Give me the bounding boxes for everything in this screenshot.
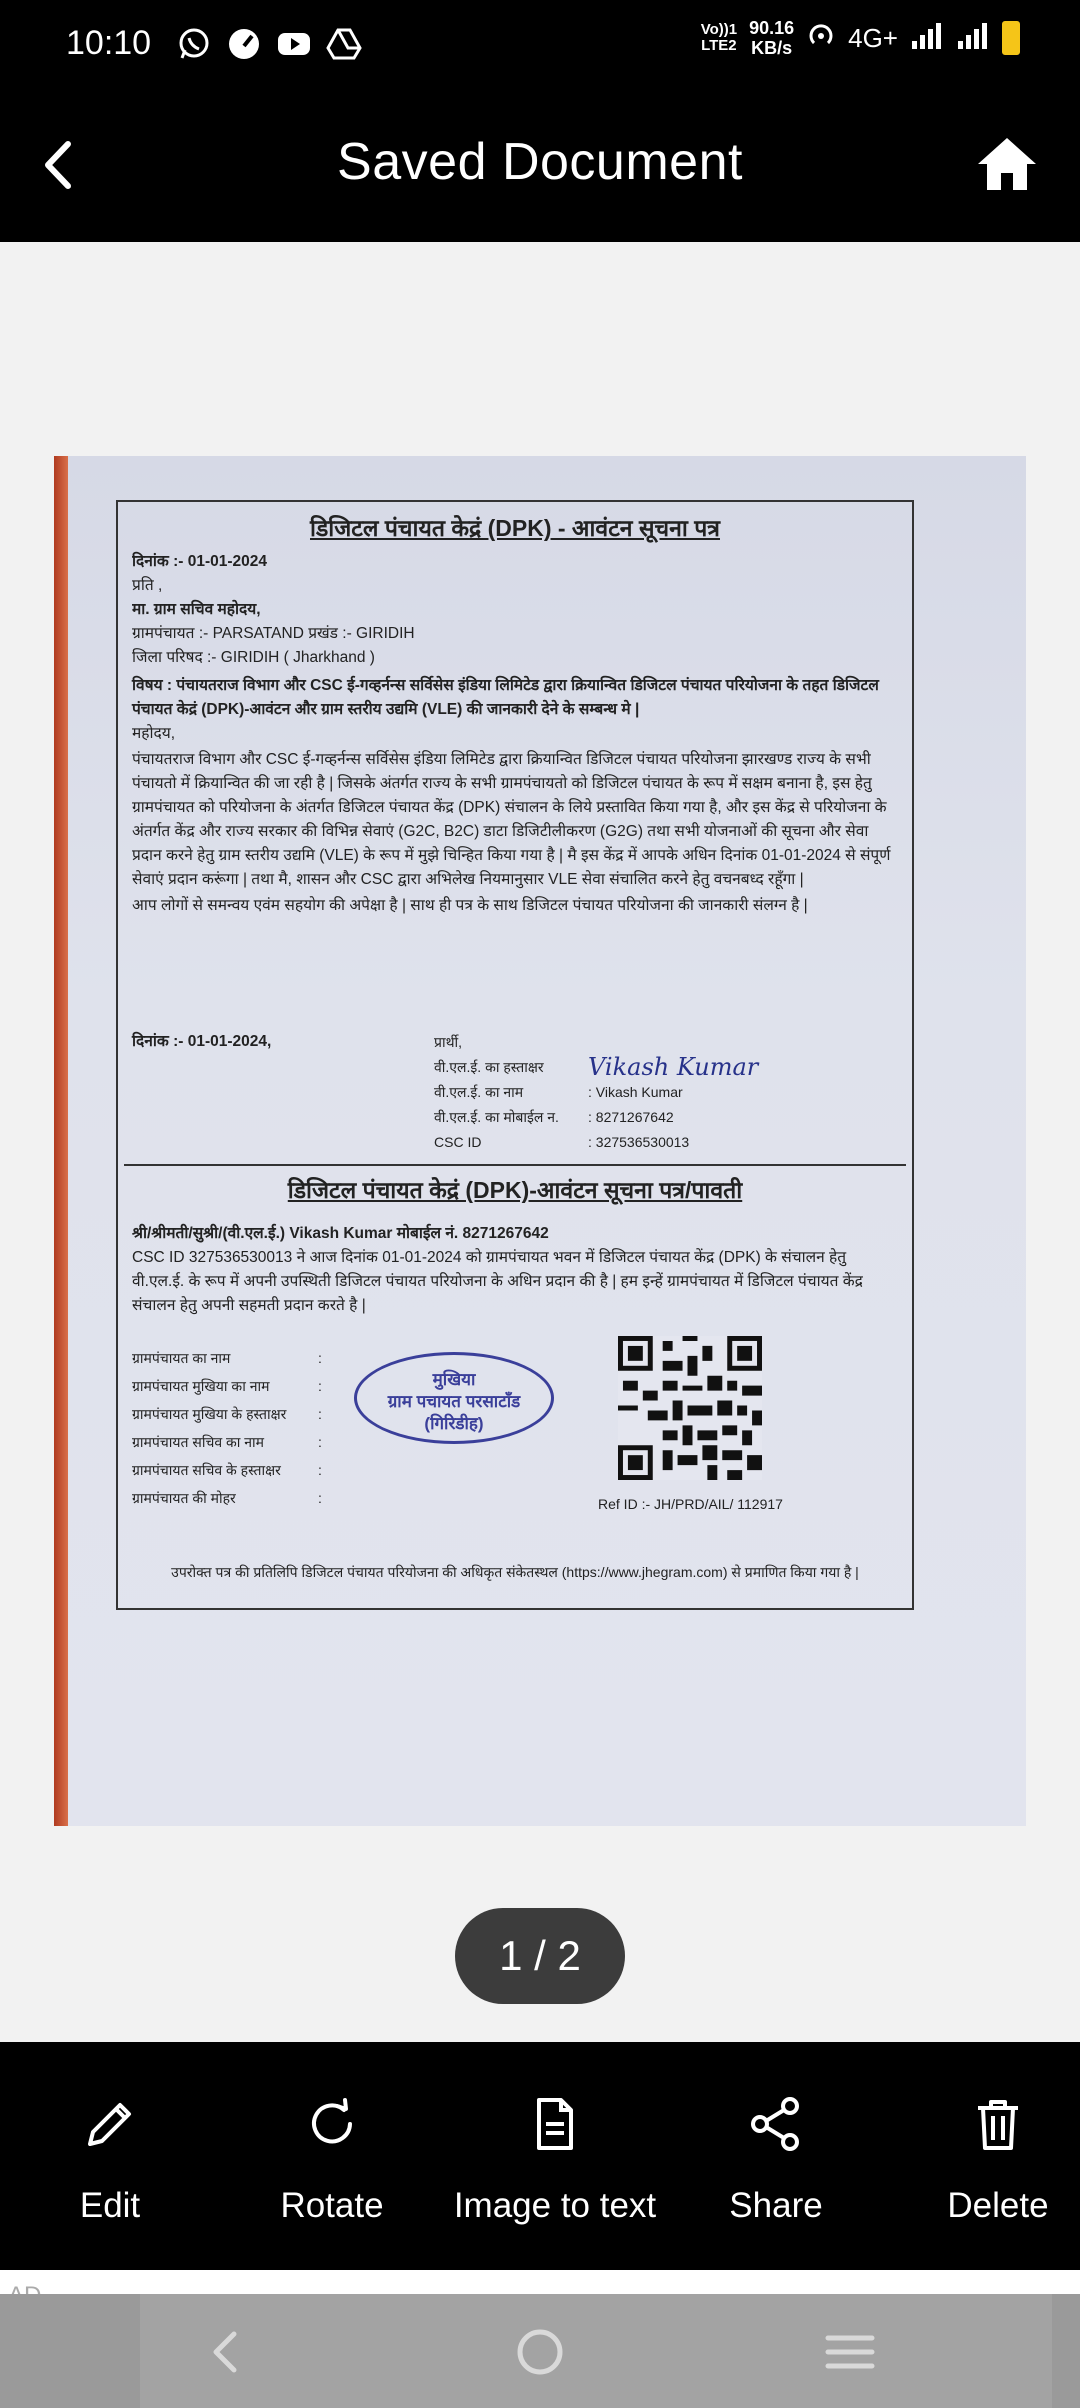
youtube-icon bbox=[276, 26, 312, 62]
receipt-title: डिजिटल पंचायत केद्रं (DPK)-आवंटन सूचना पत्र/पावती bbox=[287, 1177, 743, 1203]
vle-signature: Vikash Kumar bbox=[588, 1053, 759, 1081]
volte-indicator: Vo))1 LTE2 bbox=[700, 21, 738, 54]
status-app-icons bbox=[176, 26, 362, 62]
letter-title: डिजिटल पंचायत केद्रं (DPK) - आवंटन सूचना पत्र bbox=[310, 515, 720, 541]
page-title: Saved Document bbox=[337, 133, 743, 191]
speedometer-icon bbox=[226, 26, 262, 62]
home-icon bbox=[974, 132, 1040, 198]
letter-district: जिला परिषद :- GIRIDIH ( Jharkhand ) bbox=[132, 649, 375, 666]
nav-menu-button[interactable] bbox=[820, 2322, 880, 2382]
receipt-block bbox=[132, 1222, 898, 1318]
signal-icon-2 bbox=[956, 21, 990, 56]
share-icon bbox=[746, 2094, 806, 2154]
image-to-text-button[interactable]: Image to text bbox=[440, 2042, 670, 2270]
letter-prati: प्रति , bbox=[132, 577, 163, 594]
hotspot-icon bbox=[806, 21, 836, 56]
letter-panchayat: ग्रामपंचायत :- PARSATAND प्रखंड :- GIRIDIH bbox=[132, 625, 415, 642]
home-circle-icon bbox=[510, 2322, 570, 2382]
nav-bar-inner bbox=[140, 2294, 1052, 2408]
letter-addressee: मा. ग्राम सचिव महोदय, bbox=[132, 601, 261, 618]
ref-id: Ref ID :- JH/PRD/AIL/ 112917 bbox=[598, 1496, 783, 1512]
status-time: 10:10 bbox=[66, 24, 152, 62]
vle-details: प्रार्थी, वी.एल.ई. का हस्ताक्षर Vikash Kumar वी.एल.ई. का नाम : Vikash Kumar वी.एल.ई. का मोबाईल न. : 8271267642 CSC ID : 327536530013 bbox=[434, 1030, 828, 1155]
document-page-image[interactable] bbox=[54, 456, 1026, 1826]
panchayat-fields: ग्रामपंचायत का नाम : ग्रामपंचायत मुखिया का नाम : ग्रामपंचायत मुखिया के हस्ताक्षर : ग्रामपंचायत सचिव का नाम : ग्रामपंचायत सचिव के हस्ताक्षर : ग्रामपंचायत की मोहर : bbox=[132, 1350, 322, 1506]
drive-icon bbox=[326, 26, 362, 62]
status-indicators bbox=[701, 18, 1020, 58]
edit-button[interactable]: Edit bbox=[40, 2042, 180, 2270]
nav-back-button[interactable] bbox=[196, 2322, 256, 2382]
system-nav-bar bbox=[0, 2294, 1080, 2408]
letter-body: पंचायतराज विभाग और CSC ई-गव्हर्नन्स सर्विसेस इंडिया लिमिटेड द्वारा क्रियान्वित डिजिटल पंचायत परियोजना झारखण्ड राज्य के सभी पंचायतो में क्रियान्वित की जा रही है | जिसके अंतर्गत राज्य के सभी ग्रामपंचायतो को डिजिटल पंचायत के रूप में सक्षम बनाना है, इस हेतु ग्रामपंचायत को परियोजना के अंतर्गत डिजिटल पंचायत केंद्र (DPK) संचालन के लिये प्रस्तावित किया गया है, और इस केंद्र से परियोजना के अंतर्गत केंद्र और राज्य सरकार की विभिन्न सेवाएं (G2C, B2C) डाटा डिजिटीलीकरण (G2G) तथा सभी योजनाओं की सूचना और सेवा प्रदान करने हेतु ग्राम स्तरीय उद्यमि (VLE) के रूप में मुझे चिन्हित किया गया है | मै इस केंद्र में आपके अधिन दिनांक 01-01-2024 से संपूर्ण सेवाएं प्रदान करूंगा | तथा मै, शासन और CSC द्वारा अभिलेख नियमानुसार VLE सेवा संचालित करने हेतु वचनबध्द रहूँगा | bbox=[132, 751, 891, 888]
mukhiya-stamp: मुखिया ग्राम पचायत परसाटाँड (गिरिडीह) bbox=[354, 1352, 554, 1444]
rotate-button[interactable]: Rotate bbox=[262, 2042, 402, 2270]
qr-code-icon bbox=[618, 1336, 762, 1480]
whatsapp-icon bbox=[176, 26, 212, 62]
home-button[interactable] bbox=[974, 132, 1040, 198]
letter-date-2: दिनांक :- 01-01-2024, bbox=[132, 1033, 272, 1050]
receipt-body: CSC ID 327536530013 ने आज दिनांक 01-01-2024 को ग्रामपंचायत भवन में डिजिटल पंचायत केंद्र (DPK) के संचालन हेतु वी.एल.ई. के रूप में अपनी उपस्थिती डिजिटल पंचायत परियोजना के अधिन प्रदान की है | हम इन्हें ग्रामपंचायत में डिजिटल पंचायत केंद्र संचालन हेतु अपनी सहमती प्रदान करते है | bbox=[132, 1249, 863, 1314]
status-bar bbox=[0, 0, 1080, 88]
document-icon bbox=[525, 2094, 585, 2154]
back-icon bbox=[196, 2322, 256, 2382]
network-speed: 90.16 KB/s bbox=[749, 18, 795, 58]
pencil-icon bbox=[80, 2094, 140, 2154]
signal-icon bbox=[910, 21, 944, 56]
document-viewer[interactable] bbox=[0, 242, 1080, 2042]
letter-subject: विषय : पंचायतराज विभाग और CSC ई-गव्हर्नन्स सर्विसेस इंडिया लिमिटेड द्वारा क्रियान्वित डिजिटल पंचायत परियोजना के तहत डिजिटल पंचायत केद्रं (DPK)-आवंटन और ग्राम स्तरीय उद्यमि (VLE) की जानकारी देने के सम्बन्ध मे | bbox=[132, 677, 879, 718]
trash-icon bbox=[968, 2094, 1028, 2154]
letter-date: दिनांक :- 01-01-2024 bbox=[132, 553, 267, 570]
background-edge bbox=[54, 456, 68, 1826]
nav-home-button[interactable] bbox=[510, 2322, 570, 2382]
bottom-toolbar bbox=[0, 2042, 1080, 2270]
rotate-icon bbox=[302, 2094, 362, 2154]
letter-footer: उपरोक्त पत्र की प्रतिलिपि डिजिटल पंचायत परियोजना की अधिकृत संकेतस्थल (https://www.jhegram.com) से प्रमाणित किया गया है | bbox=[171, 1564, 859, 1580]
letter-closing: आप लोगों से समन्वय एवंम सहयोग की अपेक्षा है | साथ ही पत्र के साथ डिजिटल पंचायत परियोजना की जानकारी संलग्न है | bbox=[132, 897, 808, 914]
menu-icon bbox=[820, 2322, 880, 2382]
network-type: 4G+ bbox=[848, 22, 898, 53]
ad-banner[interactable] bbox=[0, 2270, 1080, 2294]
delete-button[interactable]: Delete bbox=[928, 2042, 1068, 2270]
app-bar bbox=[0, 88, 1080, 242]
letter-salutation: महोदय, bbox=[132, 725, 176, 742]
page-indicator: 1 / 2 bbox=[455, 1908, 625, 2004]
battery-icon bbox=[1002, 21, 1020, 55]
divider bbox=[124, 1164, 906, 1166]
receipt-line: श्री/श्रीमती/सुश्री/(वी.एल.ई.) Vikash Kumar मोबाईल नं. 8271267642 bbox=[132, 1225, 549, 1242]
share-button[interactable]: Share bbox=[706, 2042, 846, 2270]
letter bbox=[116, 500, 914, 1610]
